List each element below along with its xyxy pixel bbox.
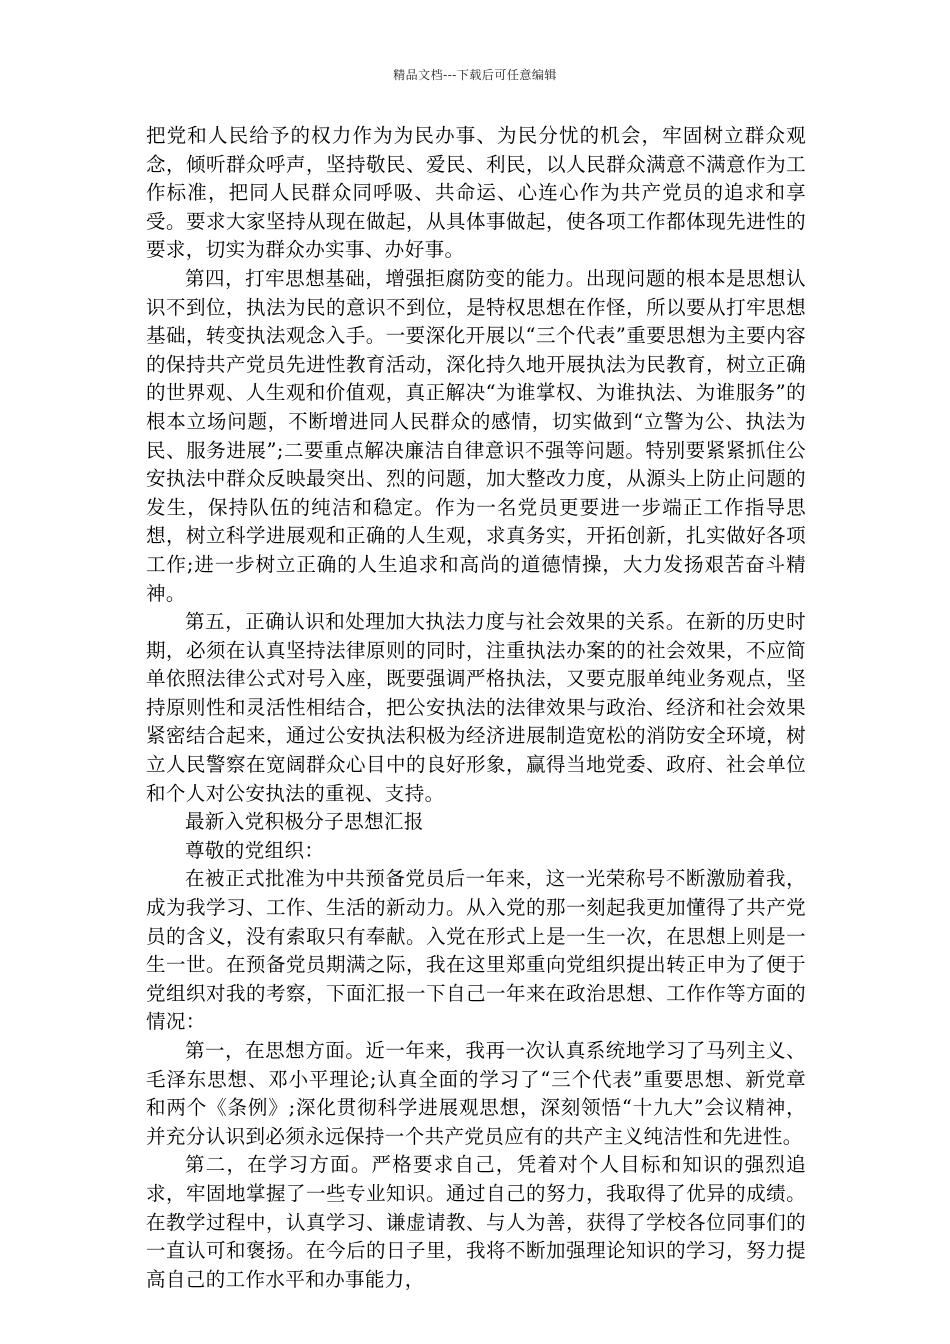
paragraph: 在被正式批准为中共预备党员后一年来，这一光荣称号不断激励着我，成为我学习、工作、生活的新动力。从入党的那一刻起我更加懂得了共产党员的含义，没有索取只有奉献。入党在形式上是一生一次，在思想上则是一生一世。在预备党员期满之际，我在这里郑重向党组织提出转正申为了便于党组织对我的考察，下面汇报一下自己一年来在政治思想、工作作等方面的情况： [146,867,806,1034]
paragraph: 第四，打牢思想基础，增强拒腐防变的能力。出现问题的根本是思想认识不到位，执法为民的意识不到位，是特权思想在作怪，所以要从打牢思想基础，转变执法观念入手。一要深化开展以“三个代表”重要思想为主要内容的保持共产党员先进性教育活动，深化持久地开展执法为民教育，树立正确的世界观、人生观和价值观，真正解决“为谁掌权、为谁执法、为谁服务”的根本立场问题，不断增进同人民群众的感情，切实做到“立警为公、执法为民、服务进展”;二要重点解决廉洁自律意识不强等问题。特别要紧紧抓住公安执法中群众反映最突出、烈的问题，加大整改力度，从源头上防止问题的发生，保持队伍的纯洁和稳定。作为一名党员更要进一步端正工作指导思想，树立科学进展观和正确的人生观，求真务实，开拓创新，扎实做好各项工作;进一步树立正确的人生追求和高尚的道德情操，大力发扬艰苦奋斗精神。 [146,266,806,605]
salutation: 尊敬的党组织： [185,838,325,862]
paragraph: 第五，正确认识和处理加大执法力度与社会效果的关系。在新的历史时期，必须在认真坚持法律原则的同时，注重执法办案的的社会效果，不应简单依照法律公式对号入座，既要强调严格执法，又要克服单纯业务观点，坚持原则性和灵活性相结合，把公安执法的法律效果与政治、经济和社会效果紧密结合起来，通过公安执法积极为经济进展制造宽松的消防安全环境，树立人民警察在宽阔群众心目中的良好形象，赢得当地党委、政府、社会单位和个人对公安执法的重视、支持。 [146,610,806,805]
paragraph: 第一，在思想方面。近一年来，我再一次认真系统地学习了马列主义、毛泽东思想、邓小平理论;认真全面的学习了“三个代表”重要思想、新党章和两个《条例》;深化贯彻科学进展观思想，深刻领悟“十九大”会议精神，并充分认识到必须永远保持一个共产党员应有的共产主义纯洁性和先进性。 [146,1039,806,1148]
section-title: 最新入党积极分子思想汇报 [185,810,424,834]
paragraph: 把党和人民给予的权力作为为民办事、为民分忧的机会，牢固树立群众观念，倾听群众呼声，坚持敬民、爱民、利民，以人民群众满意不满意作为工作标准，把同人民群众同呼吸、共命运、心连心作为共产党员的追求和享受。要求大家坚持从现在做起，从具体事做起，使各项工作都体现先进性的要求，切实为群众办实事、办好事。 [146,124,806,262]
page-header: 精品文档---下载后可任意编辑 [393,68,557,82]
paragraph: 第二，在学习方面。严格要求自己，凭着对个人目标和知识的强烈追求，牢固地掌握了一些专业知识。通过自己的努力，我取得了优异的成绩。在教学过程中，认真学习、谦虚请教、与人为善，获得了学校各位同事们的一直认可和褒扬。在今后的日子里，我将不断加强理论知识的学习，努力提高自己的工作水平和办事能力， [146,1153,806,1291]
document-body [146,122,806,1294]
